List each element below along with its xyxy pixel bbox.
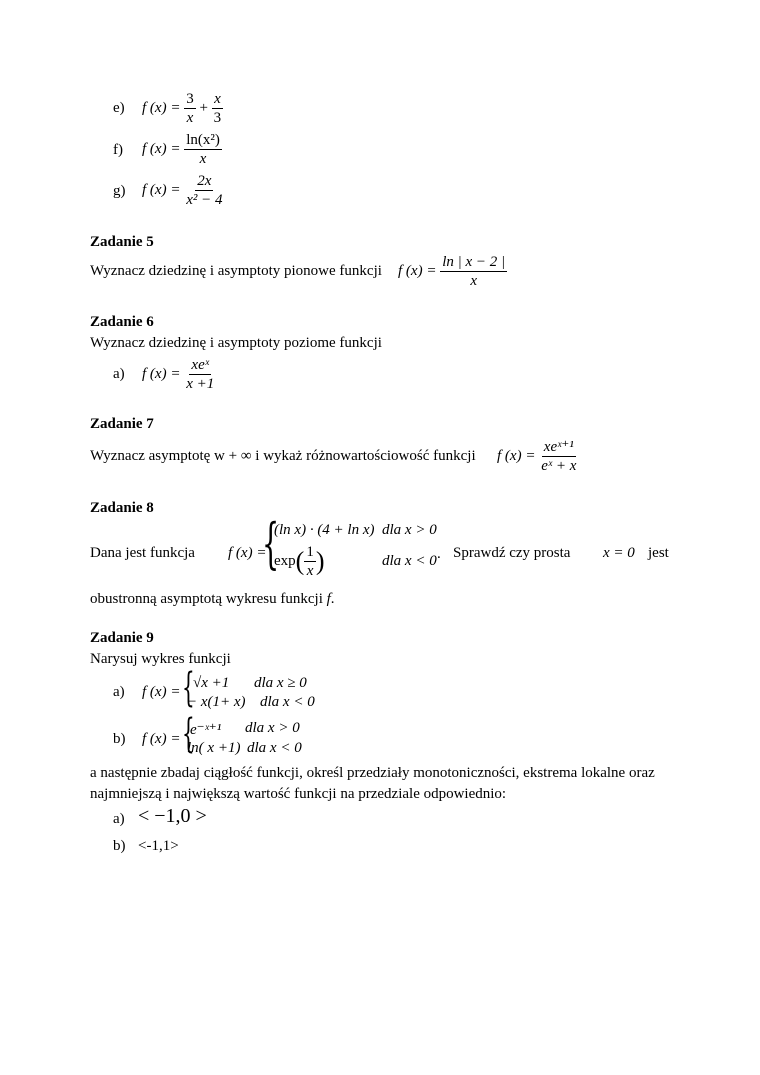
z7-text: Wyznacz asymptotę w + ∞ i wykaż różnowartościowość funkcji <box>90 448 476 464</box>
formula-lhs: f (x) = <box>398 262 437 279</box>
z8-intro: Dana jest funkcja <box>90 545 195 561</box>
z9a-lhs: f (x) = <box>142 684 181 700</box>
z9-label-a: a) <box>113 684 125 700</box>
z9a-c2: − x(1+ x) <box>187 694 246 710</box>
z9a-c1-cond: dla x ≥ 0 <box>254 675 307 691</box>
formula-lhs: f (x) = <box>142 99 181 116</box>
item-label-e: e) <box>113 100 125 116</box>
z8-f: f <box>326 591 331 607</box>
z8-line2-text: obustronną asymptotą wykresu funkcji <box>90 591 323 607</box>
formula-e <box>142 91 223 126</box>
heading-zadanie-5: Zadanie 5 <box>90 234 154 250</box>
z9-text: Narysuj wykres funkcji <box>90 651 231 667</box>
z8-jest: jest <box>648 545 669 561</box>
heading-zadanie-6: Zadanie 6 <box>90 314 154 330</box>
z6-text: Wyznacz dziedzinę i asymptoty poziome funkcji <box>90 335 382 351</box>
interval-a-value: < −1,0 > <box>138 805 207 827</box>
z9-label-b: b) <box>113 731 126 747</box>
fraction: $\frac{x}{3}$ <box>213 91 222 126</box>
formula-lhs: f (x) = <box>142 140 181 157</box>
formula-lhs: f (x) = <box>142 365 181 382</box>
item-label-f: f) <box>113 142 123 158</box>
z8-case2-cond: dla x < 0 <box>382 553 437 569</box>
heading-zadanie-7: Zadanie 7 <box>90 416 154 432</box>
z9a-c1: √x +1 <box>193 675 230 691</box>
paren-left-icon: ( <box>295 546 305 576</box>
interval-b-value: <-1,1> <box>138 838 179 854</box>
fraction: $\frac{3}{x}$ <box>186 91 194 126</box>
z8-after: Sprawdź czy prosta <box>453 545 571 561</box>
z9-paragraph: a następnie zbadaj ciągłość funkcji, określ przedziały monotoniczności, ekstrema lokalne oraz najmniejszą i największą wartość funkcji na przedziale odpowiednio: <box>90 765 655 802</box>
fraction: $\frac{1}{x}$ <box>306 544 314 579</box>
z8-line2 <box>90 591 335 608</box>
fraction: $\frac{\text{ln(x²)}}{x}$ <box>186 132 220 167</box>
z9b-c2-cond: dla x < 0 <box>247 740 302 756</box>
z6-label-a: a) <box>113 366 125 382</box>
interval-label-b: b) <box>113 838 126 854</box>
exp-label: exp <box>274 552 296 569</box>
z8-dot: . <box>437 546 441 562</box>
fraction: $\frac{\text{xeˣ⁺¹}}{\text{eˣ + x}}$ <box>541 439 577 474</box>
z8-x0: x = 0 <box>603 545 635 561</box>
z8-case1-cond: dla x > 0 <box>382 522 437 538</box>
left-brace-icon: { <box>182 665 195 711</box>
z8-lhs: f (x) = <box>228 545 267 561</box>
z8-case1: (ln x) · (4 + ln x) <box>274 522 375 538</box>
item-label-g: g) <box>113 183 126 199</box>
fraction: $\frac{\text{xeˣ}}{x +1}$ <box>186 357 215 392</box>
paren-right-icon: ) <box>315 546 325 576</box>
z9b-c1: e⁻ˣ⁺¹ <box>190 722 222 738</box>
z9b-c1-cond: dla x > 0 <box>245 720 300 736</box>
z9a-c2-cond: dla x < 0 <box>260 694 315 710</box>
formula-lhs: f (x) = <box>142 181 181 198</box>
heading-zadanie-9: Zadanie 9 <box>90 630 154 646</box>
fraction: $\frac{2x}{\text{x² − 4}}$ <box>186 173 223 208</box>
interval-label-a: a) <box>113 811 125 827</box>
z5-formula <box>398 254 507 289</box>
z9b-c2: ln( x +1) <box>187 740 241 756</box>
formula-lhs: f (x) = <box>497 447 536 464</box>
z5-text: Wyznacz dziedzinę i asymptoty pionowe funkcji <box>90 263 382 279</box>
left-brace-icon: { <box>262 512 280 575</box>
z8-case2 <box>274 544 325 579</box>
fraction: $\frac{\ln | x - 2 |}{x}$ <box>442 254 506 289</box>
z6-formula <box>142 357 216 392</box>
z8-period: . <box>330 591 335 607</box>
left-brace-icon: { <box>182 711 195 757</box>
operator: + <box>199 99 208 116</box>
z9b-lhs: f (x) = <box>142 731 181 747</box>
formula-f <box>142 132 222 167</box>
z7-formula <box>497 439 578 474</box>
formula-g <box>142 173 224 208</box>
heading-zadanie-8: Zadanie 8 <box>90 500 154 516</box>
